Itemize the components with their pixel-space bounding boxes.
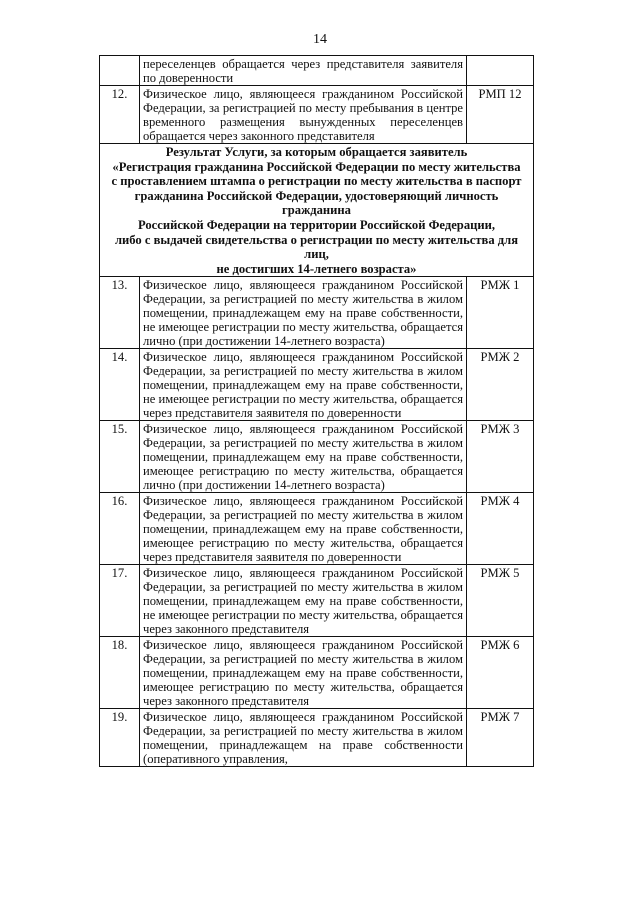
row-code: РМЖ 3 [467,421,534,493]
row-number: 19. [100,709,140,767]
row-number: 12. [100,86,140,144]
row-number: 17. [100,565,140,637]
table-row [100,565,534,637]
section-header-line: с проставлением штампа о регистрации по месту жительства в паспорт [111,174,522,189]
row-number: 14. [100,349,140,421]
row-code: РМЖ 1 [467,277,534,349]
row-number: 16. [100,493,140,565]
table-row [100,349,534,421]
row-description: Физическое лицо, являющееся гражданином Российской Федерации, за регистрацией по месту жительства в жилом помещении, принадлежащем на праве собственности (оперативного управления, [140,709,467,767]
row-description: Физическое лицо, являющееся гражданином Российской Федерации, за регистрацией по месту жительства в жилом помещении, принадлежащем ему на праве собственности, не имеющее регистрации по месту жительства, обращается через законного представителя [140,565,467,637]
table-row [100,493,534,565]
section-header-line: «Регистрация гражданина Российской Федерации по месту жительства [112,159,521,174]
services-table [99,55,534,767]
table-row [100,709,534,767]
table-row [100,86,534,144]
row-code [467,56,534,86]
section-header-line: гражданина Российской Федерации, удостоверяющий личность гражданина [134,188,499,218]
section-header-line: либо с выдачей свидетельства о регистрации по месту жительства для лиц, [114,232,519,262]
row-code: РМЖ 4 [467,493,534,565]
section-header-line: не достигших 14-летнего возраста» [216,261,417,276]
row-code: РМП 12 [467,86,534,144]
table-row [100,637,534,709]
row-description: Физическое лицо, являющееся гражданином Российской Федерации, за регистрацией по месту жительства в жилом помещении, принадлежащем ему на праве собственности, имеющее регистрацию по месту жительства, обращается через представителя заявителя по доверенности [140,493,467,565]
row-code: РМЖ 6 [467,637,534,709]
section-header-line: Результат Услуги, за которым обращается заявитель [165,145,468,159]
row-code: РМЖ 5 [467,565,534,637]
row-description: переселенцев обращается через представителя заявителя по доверенности [140,56,467,86]
row-code: РМЖ 7 [467,709,534,767]
row-description: Физическое лицо, являющееся гражданином Российской Федерации, за регистрацией по месту жительства в жилом помещении, принадлежащем ему на праве собственности, имеющее регистрацию по месту жительства, обращается через законного представителя [140,637,467,709]
row-number [100,56,140,86]
section-header-line: Российской Федерации на территории Российской Федерации, [137,217,496,232]
row-description: Физическое лицо, являющееся гражданином Российской Федерации, за регистрацией по месту жительства в жилом помещении, принадлежащем ему на праве собственности, не имеющее регистрации по месту жительства, обращается через представителя заявителя по доверенности [140,349,467,421]
section-header [100,144,534,277]
row-description: Физическое лицо, являющееся гражданином Российской Федерации, за регистрацией по месту пребывания в центре временного размещения вынужденных переселенцев обращается через законного представителя [140,86,467,144]
table-row [100,277,534,349]
section-header-row [100,144,534,277]
row-number: 13. [100,277,140,349]
row-code: РМЖ 2 [467,349,534,421]
row-description: Физическое лицо, являющееся гражданином Российской Федерации, за регистрацией по месту жительства в жилом помещении, принадлежащем ему на праве собственности, имеющее регистрацию по месту жительства, обращается лично (при достижении 14-летнего возраста) [140,421,467,493]
row-number: 18. [100,637,140,709]
table-row [100,421,534,493]
page-number: 14 [313,32,327,47]
table-row [100,56,534,86]
row-description: Физическое лицо, являющееся гражданином Российской Федерации, за регистрацией по месту жительства в жилом помещении, принадлежащем ему на праве собственности, не имеющее регистрации по месту жительства, обращается лично (при достижении 14-летнего возраста) [140,277,467,349]
row-number: 15. [100,421,140,493]
